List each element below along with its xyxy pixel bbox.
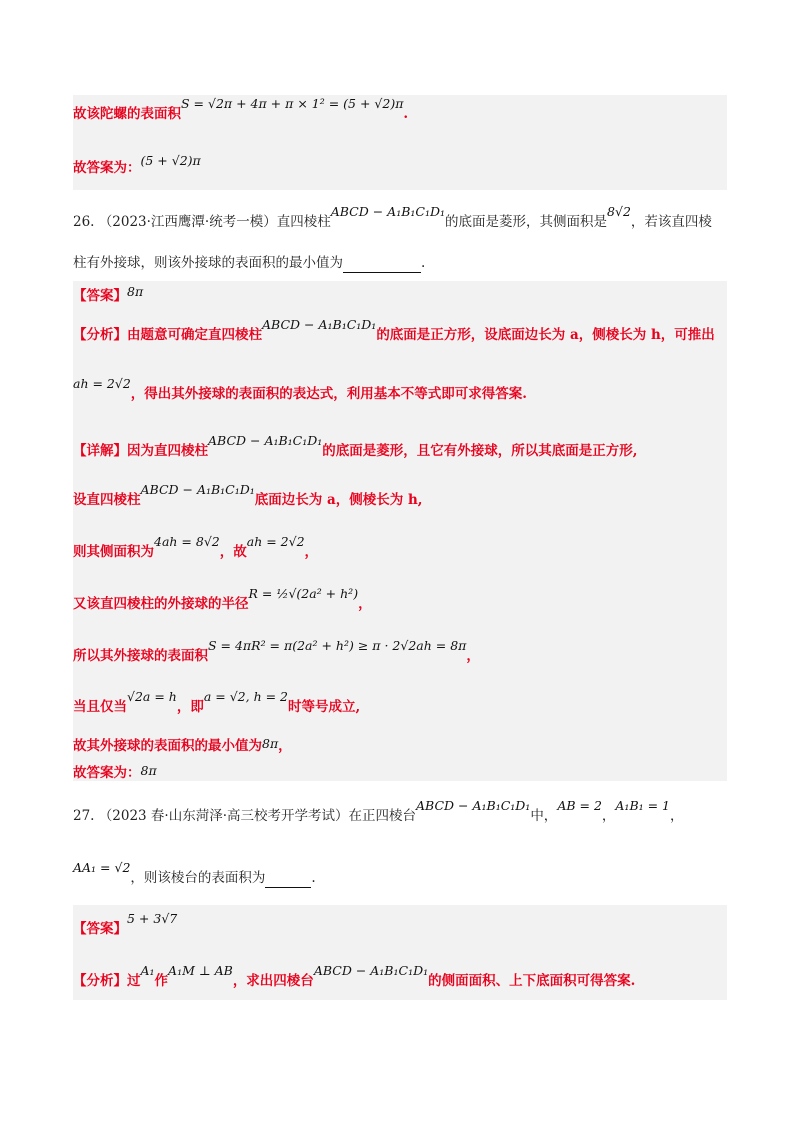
analysis-text: ，求出四棱台 (232, 973, 314, 989)
question-text: ， (601, 808, 616, 824)
analysis-text: 过 (127, 973, 141, 989)
analysis-26-line-1 (73, 317, 733, 345)
detail-text: 故其外接球的表面积的最小值为 (73, 738, 262, 754)
detail-26-line-6 (73, 689, 733, 717)
answer-line-25 (73, 153, 733, 178)
question-27-line-1 (73, 798, 733, 826)
question-26-line-1 (73, 204, 733, 232)
detail-text: ，故 (219, 544, 247, 560)
analysis-text: 由题意可确定直四棱柱 (127, 327, 262, 343)
answer-27-line (73, 911, 733, 939)
detail-text: ， (278, 738, 292, 754)
detail-text: ，即 (176, 699, 204, 715)
perpendicular-formula: A₁M ⊥ AB (168, 963, 233, 978)
detail-26-line-4 (73, 586, 733, 614)
answer-label-25: 故答案为： (73, 160, 141, 176)
period: . (421, 255, 426, 271)
detail-text: 底面边长为 a，侧棱长为 h, (254, 492, 423, 508)
analysis-27-line (73, 963, 733, 991)
detail-text: 因为直四棱柱 (127, 443, 208, 459)
detail-26-line-7 (73, 736, 733, 756)
surface-area-text: 故该陀螺的表面积 (73, 106, 181, 122)
answer-label: 【答案】 (73, 288, 127, 304)
question-26-line-2 (73, 253, 733, 273)
detail-text: ， (358, 596, 372, 612)
question-number: 27. (73, 808, 95, 824)
detail-text: 则其侧面积为 (73, 544, 154, 560)
detail-text: ， (304, 544, 319, 560)
detail-26-line-5 (73, 638, 733, 666)
question-text: 柱有外接球，则该外接球的表面积的最小值为 (73, 255, 343, 271)
ab-value: AB = 2 (557, 798, 602, 813)
analysis-label: 【分析】 (73, 327, 127, 343)
equality-condition: √2a = h (127, 689, 177, 704)
question-27-line-2 (73, 860, 733, 888)
a1b1-value: A₁B₁ = 1 (615, 798, 671, 813)
detail-text: 设直四棱柱 (73, 492, 141, 508)
answer-blank[interactable] (265, 873, 311, 888)
radius-formula: R = ½√(2a² + h²) (248, 586, 359, 601)
answer-blank[interactable] (343, 258, 421, 273)
min-value: 8π (262, 736, 279, 751)
analysis-26-line-2 (73, 376, 733, 404)
detail-26-line-8 (73, 763, 733, 783)
question-text: ，若该直四棱 (630, 214, 712, 230)
aa1-value: AA₁ = √2 (73, 860, 131, 875)
lateral-area-formula: 4ah = 8√2 (154, 534, 220, 549)
detail-text: 时等号成立, (288, 699, 361, 715)
final-answer: 8π (140, 763, 157, 778)
prism-name: ABCD − A₁B₁C₁D₁ (208, 433, 323, 448)
question-text: 的底面是菱形，其侧面积是 (445, 214, 608, 230)
prism-name: ABCD − A₁B₁C₁D₁ (140, 482, 255, 497)
lateral-area-value: 8√2 (607, 204, 631, 219)
ah-formula: ah = 2√2 (73, 376, 131, 391)
question-text: ， (670, 808, 684, 824)
question-source: （2023 春·山东菏泽·高三校考开学考试）在正四棱台 (98, 808, 417, 824)
prism-name: ABCD − A₁B₁C₁D₁ (262, 317, 377, 332)
point-a1: A₁ (140, 963, 155, 978)
analysis-label: 【分析】 (73, 973, 127, 989)
question-source: （2023·江西鹰潭·统考一模）直四棱柱 (98, 214, 331, 230)
question-number: 26. (73, 214, 95, 230)
frustum-name: ABCD − A₁B₁C₁D₁ (416, 798, 531, 813)
answer-value: 8π (127, 284, 144, 299)
sphere-area-formula: S = 4πR² = π(2a² + h²) ≥ π · 2√2ah = 8π (208, 638, 467, 653)
detail-26-line-2 (73, 482, 733, 510)
surface-area-formula: S = √2π + 4π + π × 1² = (5 + √2)π (181, 96, 404, 111)
detail-26-line-1 (73, 433, 733, 461)
equality-values: a = √2, h = 2 (203, 689, 289, 704)
answer-value: 5 + 3√7 (127, 911, 178, 926)
analysis-text: 作 (154, 973, 169, 989)
frustum-name: ABCD − A₁B₁C₁D₁ (313, 963, 429, 978)
answer-label: 【答案】 (73, 921, 127, 937)
question-text: 中， (530, 808, 558, 824)
ah-formula: ah = 2√2 (246, 534, 305, 549)
detail-text: ， (466, 648, 480, 664)
answer-26-line (73, 286, 733, 306)
answer-formula-25: (5 + √2)π (140, 153, 201, 168)
detail-text: 当且仅当 (73, 699, 127, 715)
detail-text: 所以其外接球的表面积 (73, 648, 208, 664)
detail-text: 的底面是菱形，且它有外接球，所以其底面是正方形, (322, 443, 638, 459)
question-text: ，则该棱台的表面积为 (130, 870, 266, 886)
detail-text: 故答案为： (73, 765, 141, 781)
surface-area-line (73, 96, 733, 124)
prism-name: ABCD − A₁B₁C₁D₁ (330, 204, 446, 219)
detail-text: 又该直四棱柱的外接球的半径 (73, 596, 249, 612)
period: . (403, 106, 409, 122)
detail-label: 【详解】 (73, 443, 127, 459)
period: . (311, 870, 316, 886)
analysis-text: ，得出其外接球的表面积的表达式，利用基本不等式即可求得答案. (130, 386, 527, 402)
analysis-text: 的侧面面积、上下底面积可得答案. (428, 973, 636, 989)
detail-26-line-3 (73, 534, 733, 562)
analysis-text: 的底面是正方形，设底面边长为 a，侧棱长为 h，可推出 (376, 327, 715, 343)
